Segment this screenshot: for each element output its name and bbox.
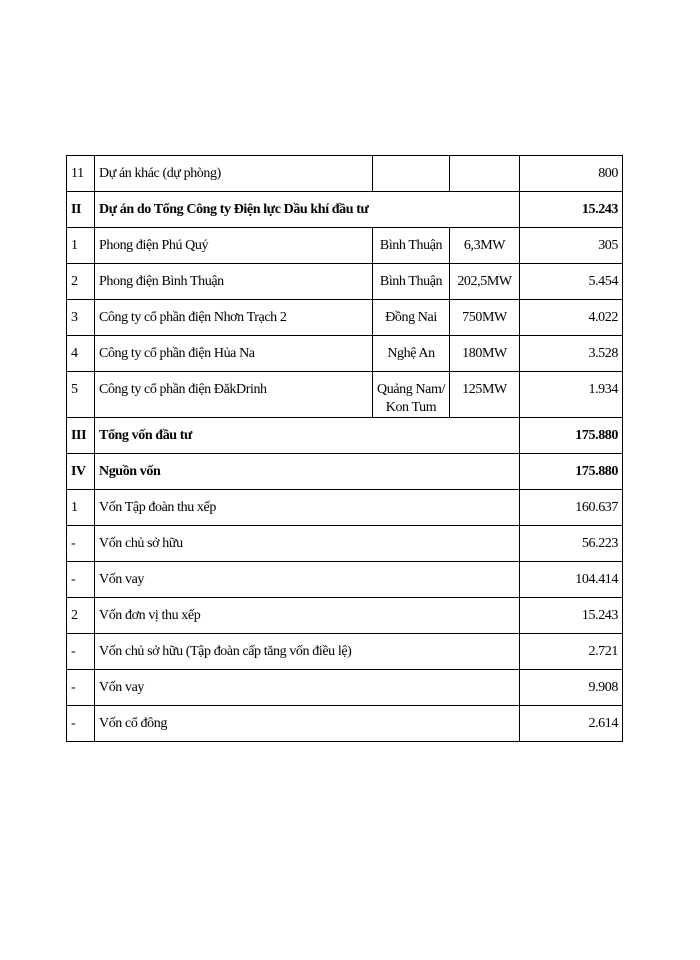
- row-value: 104.414: [520, 562, 623, 598]
- row-location: Bình Thuận: [373, 228, 450, 264]
- row-location: Nghệ An: [373, 336, 450, 372]
- row-value: 2.614: [520, 706, 623, 742]
- row-name: Công ty cổ phần điện Hủa Na: [95, 336, 373, 372]
- row-name: Vốn chủ sở hữu: [95, 526, 520, 562]
- row-name: Vốn vay: [95, 562, 520, 598]
- row-value: 800: [520, 156, 623, 192]
- table-row: [67, 228, 623, 264]
- row-name: Vốn vay: [95, 670, 520, 706]
- section-title: Tổng vốn đầu tư: [95, 418, 520, 454]
- section-iv-row: [67, 454, 623, 490]
- row-name: Vốn chủ sở hữu (Tập đoàn cấp tăng vốn điều lệ): [95, 634, 520, 670]
- row-capacity: 125MW: [450, 372, 520, 418]
- row-number: 2: [67, 264, 95, 300]
- section-iii-row: [67, 418, 623, 454]
- section-value: 15.243: [520, 192, 623, 228]
- section-title: Nguồn vốn: [95, 454, 520, 490]
- row-capacity: 6,3MW: [450, 228, 520, 264]
- section-value: 175.880: [520, 418, 623, 454]
- row-number: 3: [67, 300, 95, 336]
- row-number: 4: [67, 336, 95, 372]
- row-capacity: [450, 156, 520, 192]
- location-line-2: Kon Tum: [385, 400, 437, 415]
- table-row: [67, 670, 623, 706]
- table-row: [67, 490, 623, 526]
- table-row: [67, 336, 623, 372]
- table-row: [67, 598, 623, 634]
- row-location: Đồng Nai: [373, 300, 450, 336]
- row-value: 160.637: [520, 490, 623, 526]
- row-number: -: [67, 562, 95, 598]
- row-name: Công ty cổ phần điện ĐăkDrinh: [95, 372, 373, 418]
- row-value: 305: [520, 228, 623, 264]
- investment-table: [66, 155, 623, 742]
- row-value: 2.721: [520, 634, 623, 670]
- table-row: [67, 264, 623, 300]
- row-number: -: [67, 706, 95, 742]
- table-row: [67, 634, 623, 670]
- section-ii-row: [67, 192, 623, 228]
- table-row: [67, 372, 623, 418]
- row-location: Bình Thuận: [373, 264, 450, 300]
- row-location: [373, 156, 450, 192]
- row-number: -: [67, 526, 95, 562]
- row-capacity: 202,5MW: [450, 264, 520, 300]
- row-value: 3.528: [520, 336, 623, 372]
- row-number: -: [67, 634, 95, 670]
- row-capacity: 750MW: [450, 300, 520, 336]
- row-number: 5: [67, 372, 95, 418]
- row-number: 2: [67, 598, 95, 634]
- row-name: Vốn cổ đông: [95, 706, 520, 742]
- table-row: [67, 300, 623, 336]
- row-number: 11: [67, 156, 95, 192]
- row-value: 9.908: [520, 670, 623, 706]
- row-value: 1.934: [520, 372, 623, 418]
- row-name: Phong điện Phú Quý: [95, 228, 373, 264]
- table-row: [67, 562, 623, 598]
- row-number: -: [67, 670, 95, 706]
- row-name: Vốn Tập đoàn thu xếp: [95, 490, 520, 526]
- row-value: 5.454: [520, 264, 623, 300]
- section-value: 175.880: [520, 454, 623, 490]
- row-name: Vốn đơn vị thu xếp: [95, 598, 520, 634]
- row-capacity: 180MW: [450, 336, 520, 372]
- row-value: 56.223: [520, 526, 623, 562]
- row-name: Dự án khác (dự phòng): [95, 156, 373, 192]
- row-value: 4.022: [520, 300, 623, 336]
- location-line-1: Quảng Nam/: [377, 382, 445, 397]
- row-location: [373, 372, 450, 418]
- table-row: [67, 526, 623, 562]
- section-number: III: [67, 418, 95, 454]
- section-number: II: [67, 192, 95, 228]
- table-row: [67, 156, 623, 192]
- row-number: 1: [67, 490, 95, 526]
- row-name: Công ty cổ phần điện Nhơn Trạch 2: [95, 300, 373, 336]
- section-number: IV: [67, 454, 95, 490]
- row-value: 15.243: [520, 598, 623, 634]
- table-row: [67, 706, 623, 742]
- row-name: Phong điện Bình Thuận: [95, 264, 373, 300]
- section-title: Dự án do Tổng Công ty Điện lực Dầu khí đầu tư: [95, 192, 520, 228]
- row-number: 1: [67, 228, 95, 264]
